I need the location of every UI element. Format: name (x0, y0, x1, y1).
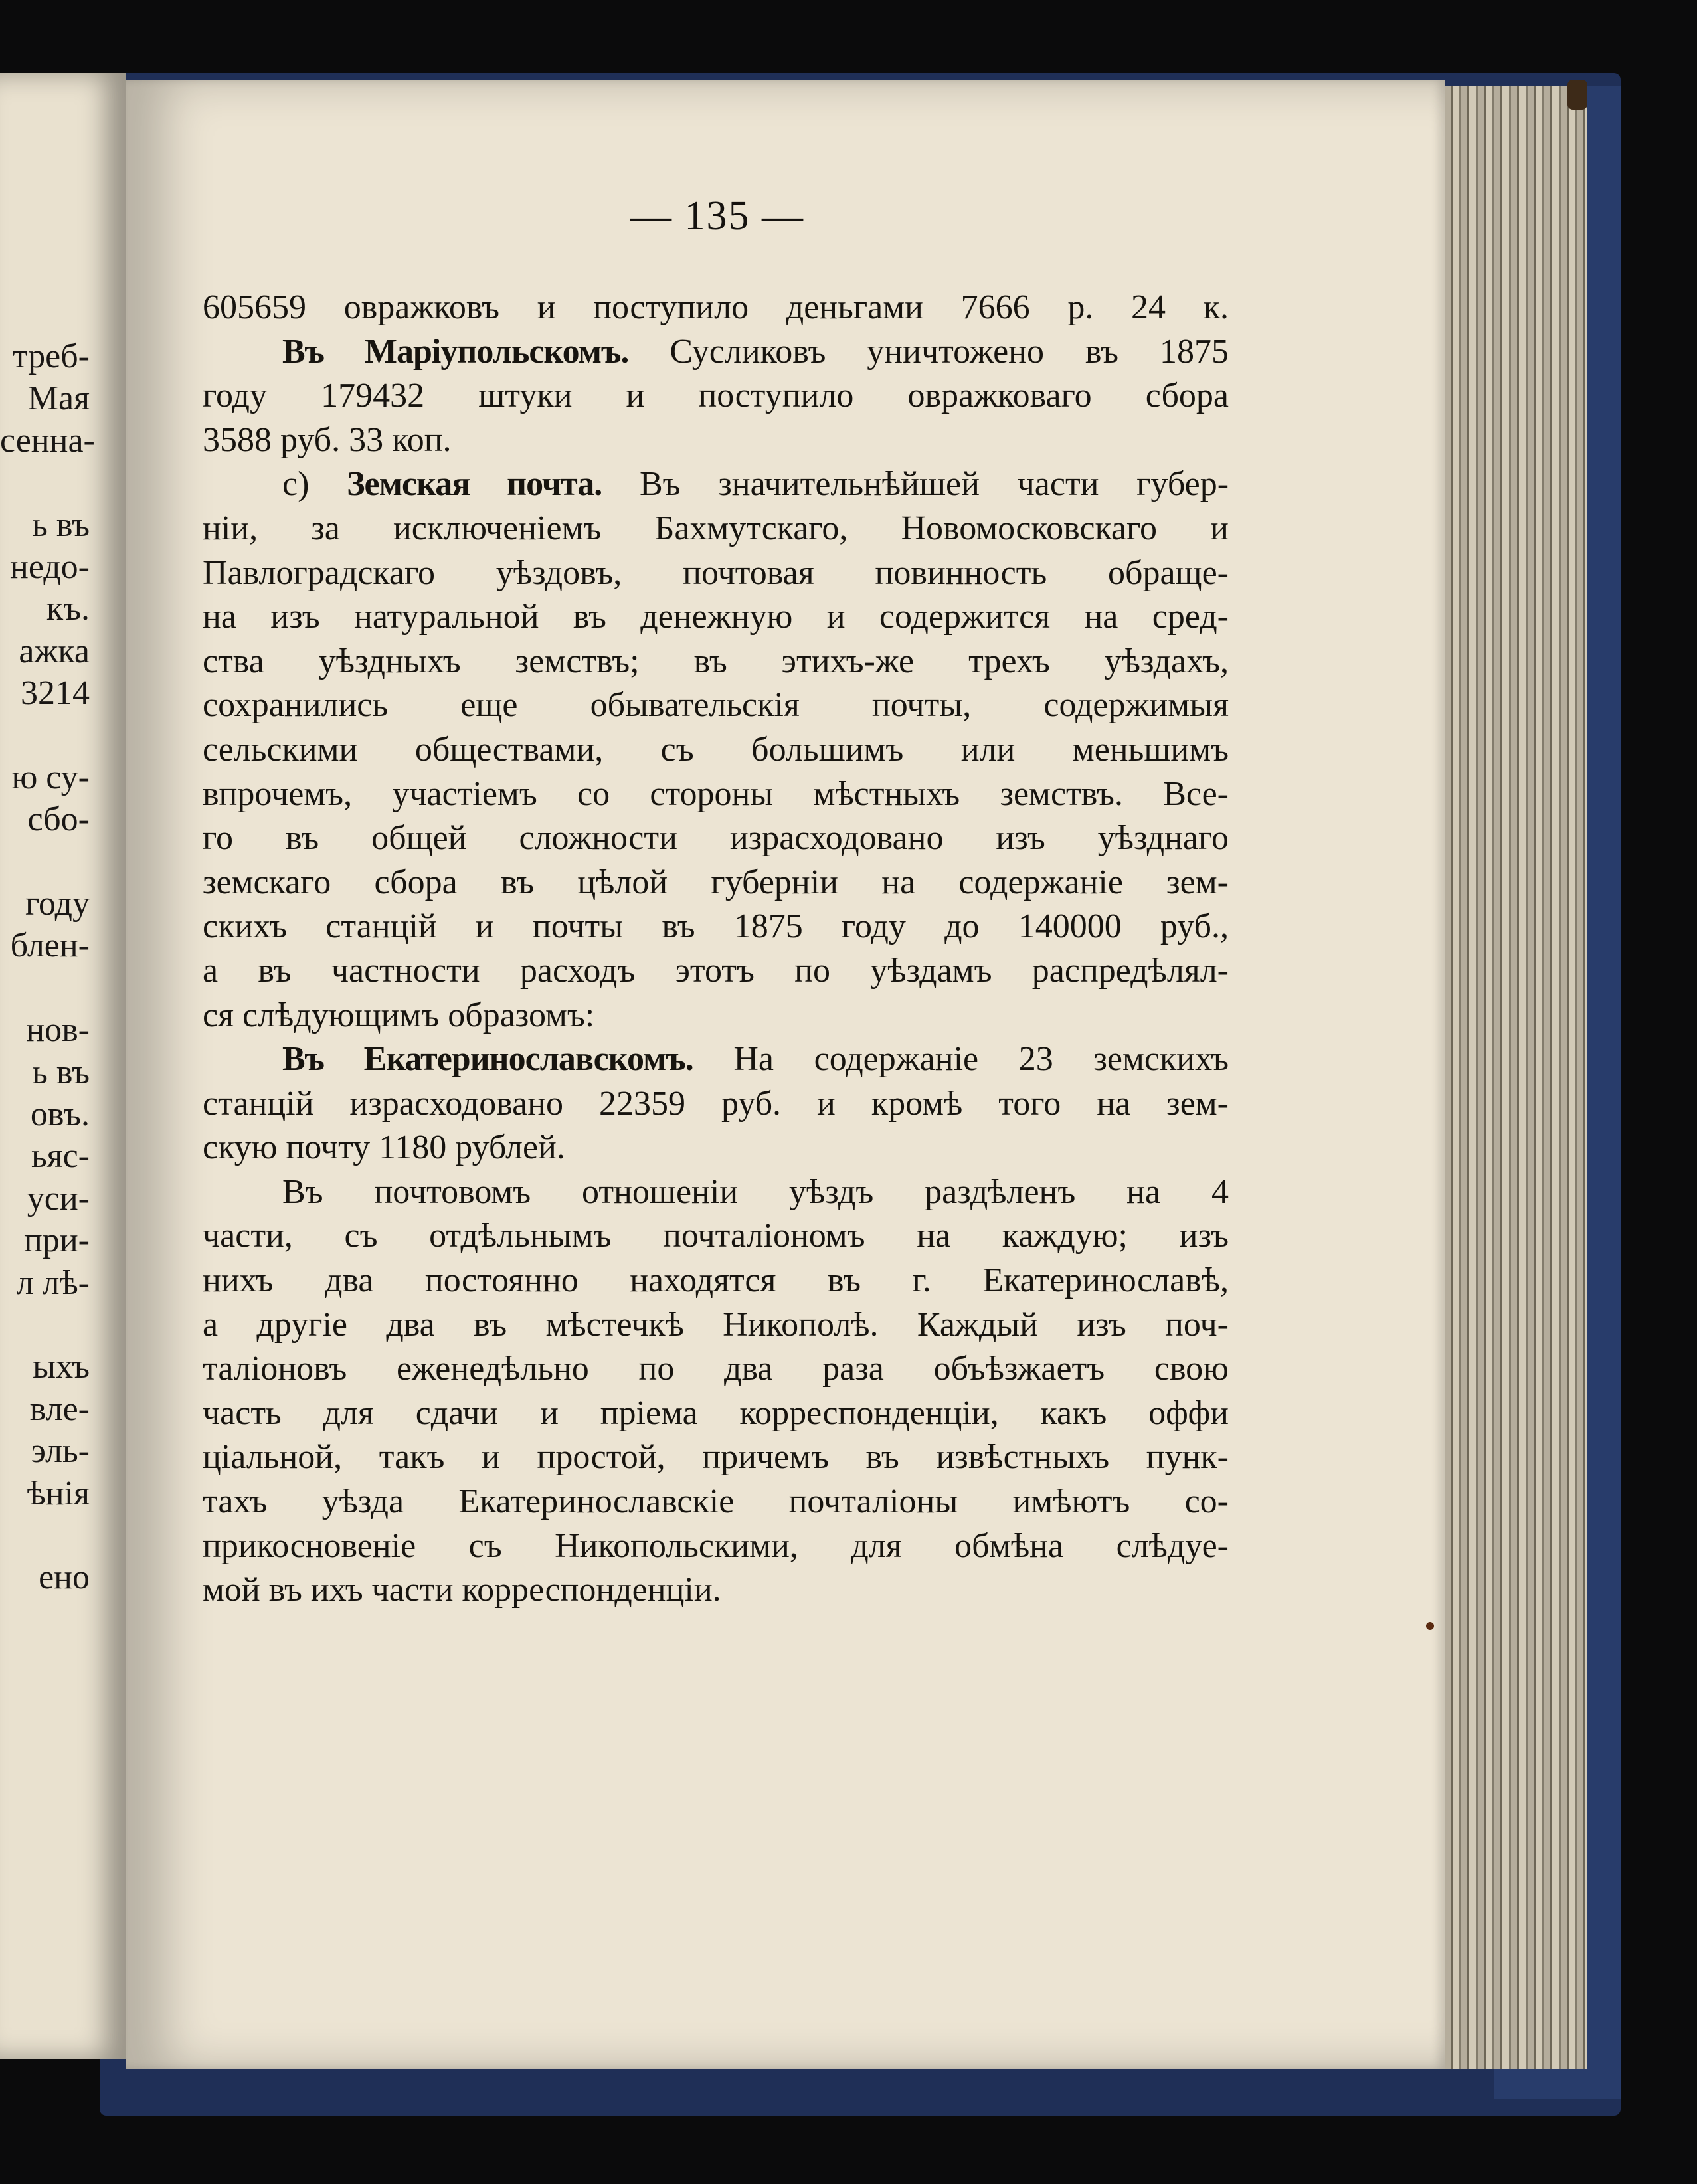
left-page-fragment: ено (39, 1558, 90, 1597)
text-run: а другіе два въ мѣстечкѣ Никополѣ. Каждый изъ поч- (203, 1305, 1229, 1344)
text-line (203, 1126, 1229, 1170)
text-run: ся слѣдующимъ образомъ: (203, 996, 595, 1034)
text-line (203, 1303, 1229, 1348)
text-run: Въ почтовомъ отношеніи уѣздъ раздѣленъ на 4 (282, 1172, 1229, 1211)
left-page-fragment: вле- (29, 1390, 90, 1428)
text-run: на изъ натуральной въ денежную и содержится на сред- (203, 598, 1229, 636)
page-number: — 135 — (630, 193, 804, 238)
left-page-fragment: году (25, 885, 90, 923)
left-page-fragment: сенна- (0, 421, 95, 460)
text-run: На содержаніе 23 земскихъ (693, 1040, 1229, 1079)
text-run: Сусликовъ уничтожено въ 1875 (628, 332, 1229, 371)
left-page-fragment: блен- (10, 927, 90, 965)
text-run: мой въ ихъ части корреспонденціи. (203, 1571, 721, 1609)
page-body-text (203, 286, 1229, 1613)
ink-spot (1426, 1622, 1434, 1630)
text-line (203, 1038, 1229, 1082)
text-line (203, 1347, 1229, 1392)
left-page-fragment (0, 1304, 90, 1346)
text-run: Въ значительнѣйшей части губер- (602, 465, 1229, 503)
text-run: сохранились еще обывательскія почты, содержимыя (203, 686, 1229, 725)
text-line (203, 1480, 1229, 1524)
left-page-fragment: ь въ (32, 505, 90, 544)
text-run: впрочемъ, участіемъ со стороны мѣстныхъ земствъ. Все- (203, 774, 1229, 813)
left-page-fragment: Мая (27, 379, 90, 418)
text-run: а въ частности расходъ этотъ по уѣздамъ распредѣлял- (203, 951, 1229, 990)
left-page-fragment: къ. (46, 590, 90, 628)
text-line (203, 595, 1229, 640)
text-line (203, 286, 1229, 330)
text-line (203, 773, 1229, 817)
text-line (203, 905, 1229, 949)
left-page-fragment: треб- (12, 337, 90, 375)
text-run: скую почту 1180 рублей. (203, 1129, 565, 1167)
text-run: нихъ два постоянно находятся въ г. Екатеринославѣ, (203, 1261, 1229, 1300)
text-line (203, 551, 1229, 596)
text-line (203, 462, 1229, 507)
text-line (203, 1392, 1229, 1436)
left-page-fragment: недо- (10, 547, 90, 586)
text-run: 3588 руб. 33 коп. (203, 420, 452, 459)
text-run: станцій израсходовано 22359 руб. и кромѣ того на зем- (203, 1084, 1229, 1123)
text-run: сельскими обществами, съ большимъ или меньшимъ (203, 730, 1229, 769)
page-edges (1428, 86, 1587, 2069)
text-line (203, 994, 1229, 1038)
left-page-fragment: эль- (31, 1432, 90, 1471)
text-run: земскаго сбора въ цѣлой губерніи на содержаніе зем- (203, 863, 1229, 901)
text-line (203, 1259, 1229, 1303)
left-page-fragment: при- (24, 1222, 90, 1260)
bookmark-clip (1567, 80, 1587, 110)
text-line (203, 1524, 1229, 1569)
left-page-fragment (0, 715, 90, 757)
text-run: ства уѣздныхъ земствъ; въ этихъ-же трехъ уѣздахъ, (203, 642, 1229, 680)
left-page-fragment: л лѣ- (16, 1263, 90, 1302)
text-line (203, 418, 1229, 463)
text-run: году 179432 штуки и поступило овражковаго сбора (203, 377, 1229, 415)
text-line (203, 728, 1229, 773)
text-line (203, 1568, 1229, 1613)
left-page (0, 73, 126, 2059)
text-line (203, 374, 1229, 418)
text-run: с) (282, 465, 347, 503)
text-line (203, 1082, 1229, 1127)
left-page-fragment (0, 967, 90, 1009)
text-run: Павлоградскаго уѣздовъ, почтовая повинность обраще- (203, 553, 1229, 592)
text-run: прикосновеніе съ Никопольскими, для обмѣна слѣдуе- (203, 1526, 1229, 1565)
text-line (203, 1170, 1229, 1215)
text-run: тахъ уѣзда Екатеринославскіе почталіоны имѣютъ со- (203, 1483, 1229, 1521)
left-page-fragment: 3214 (21, 674, 90, 713)
left-page-text-fragments (0, 335, 95, 1599)
left-page-fragment: ыхъ (33, 1348, 90, 1386)
left-page-fragment: ьяс- (31, 1137, 90, 1176)
left-page-fragment: ь въ (32, 1053, 90, 1091)
text-line (203, 949, 1229, 994)
text-run: 605659 овражковъ и поступило деньгами 7666 р. 24 к. (203, 288, 1229, 326)
text-run: скихъ станцій и почты въ 1875 году до 140000 руб., (203, 907, 1229, 946)
left-page-fragment: ю су- (11, 758, 90, 796)
text-line (203, 1214, 1229, 1259)
text-run: ніи, за исключеніемъ Бахмутскаго, Новомосковскаго и (203, 509, 1229, 547)
text-line (203, 507, 1229, 551)
text-run: го въ общей сложности израсходовано изъ уѣзднаго (203, 819, 1229, 858)
left-page-fragment: уси- (27, 1179, 90, 1218)
text-run: части, съ отдѣльнымъ почталіономъ на каждую; изъ (203, 1217, 1229, 1255)
left-page-fragment (0, 1514, 90, 1556)
left-page-fragment: ажка (19, 632, 90, 670)
text-run: ціальной, такъ и простой, причемъ въ извѣстныхъ пунк- (203, 1438, 1229, 1477)
text-run: часть для сдачи и пріема корреспонденціи, какъ оффи (203, 1394, 1229, 1432)
section-heading: Въ Маріупольскомъ. (282, 332, 629, 371)
section-heading: Въ Екатеринославскомъ. (282, 1040, 693, 1079)
left-page-fragment (0, 462, 90, 503)
left-page-fragment: ѣнія (27, 1474, 90, 1512)
left-page-fragment (0, 841, 90, 883)
left-page-fragment: сбо- (27, 800, 90, 839)
text-line (203, 330, 1229, 375)
text-line (203, 640, 1229, 684)
section-heading: Земская почта. (347, 465, 602, 503)
text-line (203, 683, 1229, 728)
text-line (203, 861, 1229, 905)
text-line (203, 1435, 1229, 1480)
left-page-fragment: овъ. (30, 1095, 90, 1134)
text-run: таліоновъ еженедѣльно по два раза объѣзжаетъ свою (203, 1350, 1229, 1388)
left-page-fragment: нов- (26, 1011, 90, 1049)
text-line (203, 816, 1229, 861)
